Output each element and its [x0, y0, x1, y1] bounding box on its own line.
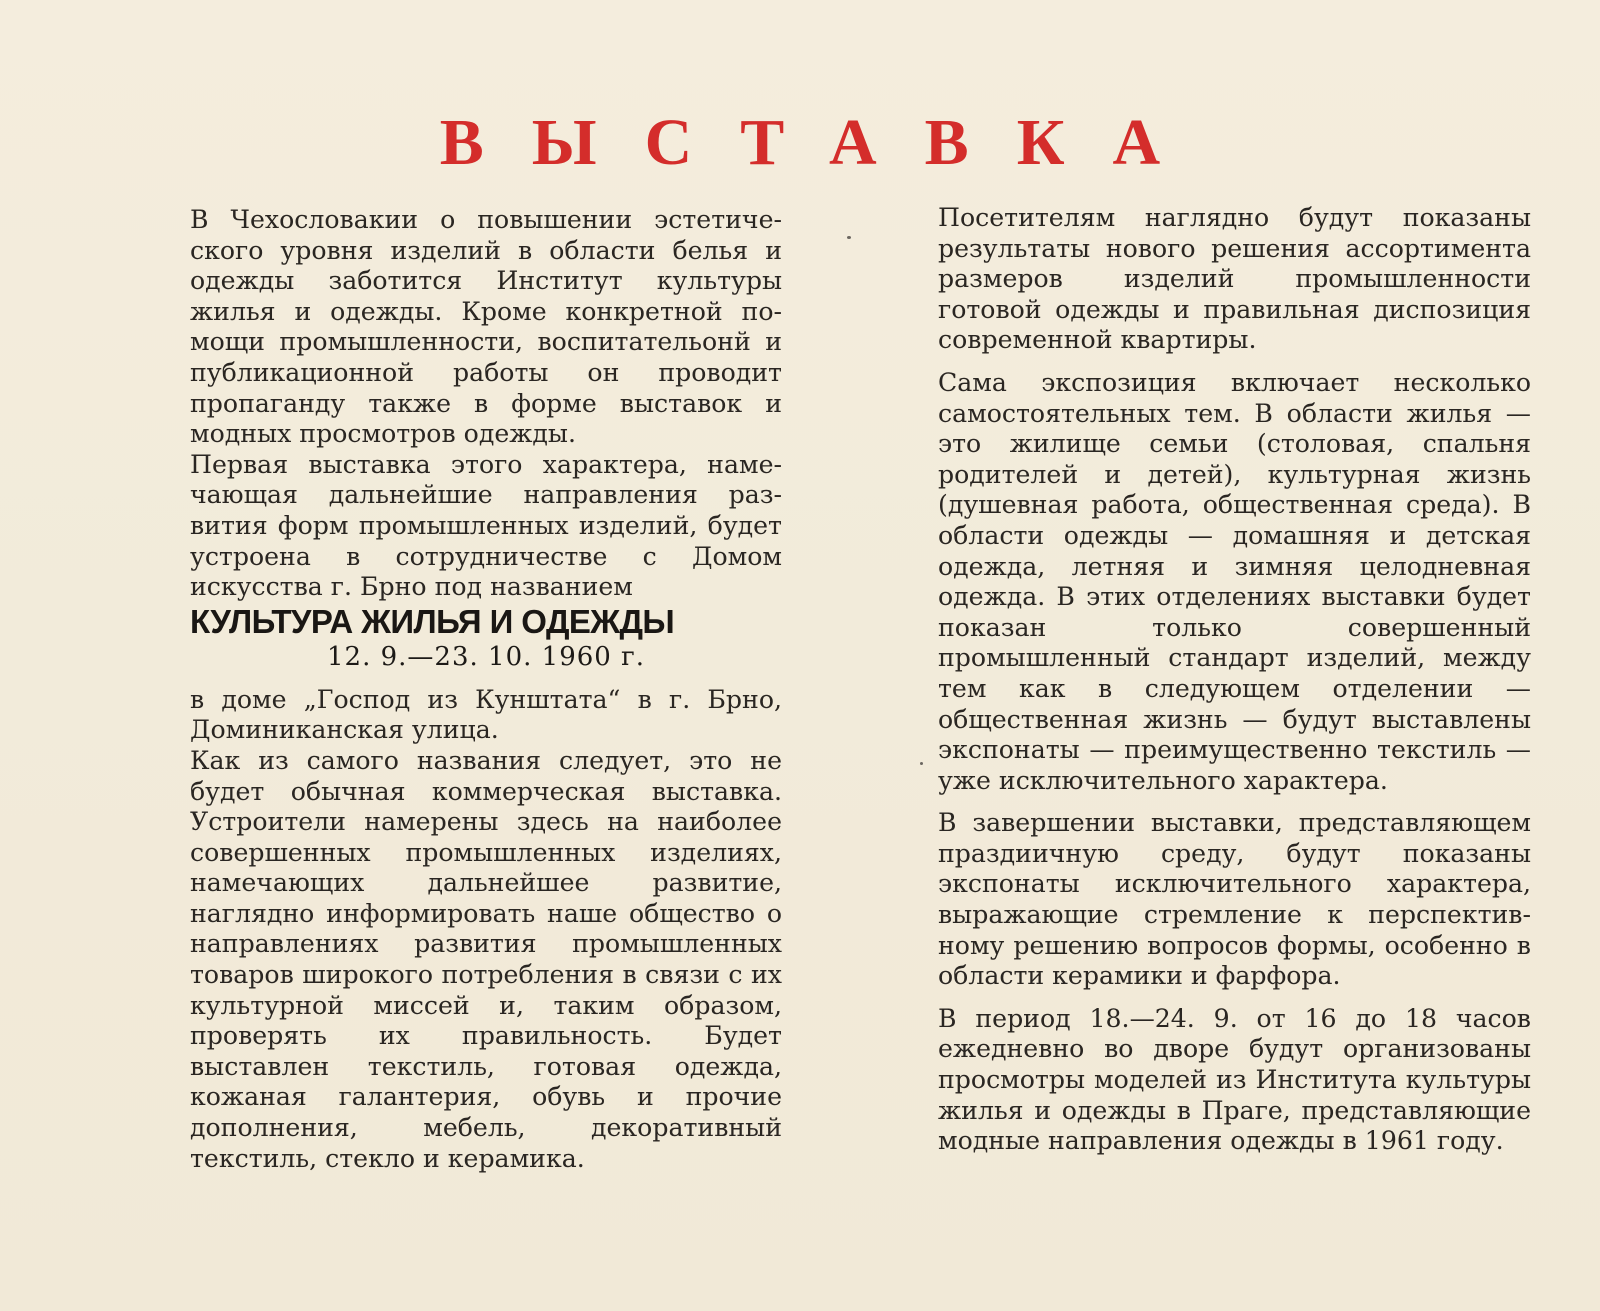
right-paragraph-2: Сама экспозиция включает несколько самостоятельных тем. В области жилья — это жилище семьи (столовая, спальня родителей и детей), культурная жизнь (душевная работа, общественная среда). В области одежды — домашняя и детская одежда, летняя и зимняя целодневная одежда. В этих отделениях выставки будет показан только совершенный промышленный стандарт изделий, между тем как в следующем отделении — общественная жизнь — будут выставлены экспонаты — преимущественно текстиль — уже исключительного характера. [938, 367, 1531, 795]
left-paragraph-4: Как из самого названия следует, это не будет обычная коммерческая выставка. Устроители намерены здесь на наиболее совершенных промышленных изделиях, намечающих дальнейшее развитие, наглядно информировать наше общество о направлениях развития промышленных товаров широкого потребления в связи с их культурной миссей и, таким образом, проверять их правильность. Будет выставлен текстиль, готовая одежда, кожаная галантерия, обувь и прочие дополнения, мебель, декоративный текстиль, стекло и керамика. [190, 745, 782, 1173]
right-paragraph-4: В период 18.—24. 9. от 16 до 18 часов ежедневно во дворе будут организованы просмотры моделей из Института культуры жилья и одежды в Праге, представляющие модные направления одежды в 1961 году. [938, 1003, 1531, 1156]
event-dates: 12. 9.—23. 10. 1960 г. [327, 641, 645, 672]
right-column [938, 203, 1531, 1169]
event-name-heading: КУЛЬТУРА ЖИЛЬЯ И ОДЕЖДЫ [190, 602, 675, 640]
paper-speck [920, 762, 923, 765]
left-paragraph-1: В Чехословакии о повышении эстетического уровня изделий в области белья и одежды заботится Институт культуры жилья и одежды. Кроме конкретной помощи промышленности, воспитательонй и публикационной работы он проводит пропаганду также в форме выставок и модных просмотров одежды. [190, 205, 782, 449]
paper-speck [847, 236, 851, 239]
left-paragraph-3: в доме „Господ из Кунштата“ в г. Брно, Доминиканская улица. [190, 684, 782, 745]
right-paragraph-1: Посетителям наглядно будут показаны результаты нового решения ассортимента размеров изделий промышленности готовой одежды и правильная диспозиция современной квартиры. [938, 203, 1531, 355]
right-paragraph-3: В завершении выставки, представляющем праздиичную среду, будут показаны экспонаты исключительного характера, выражающие стремление к перспективному решению вопросов формы, особенно в области керамики и фарфора. [938, 808, 1531, 991]
page-title: ВЫСТАВКА [439, 106, 1209, 179]
left-column [190, 205, 782, 1174]
left-paragraph-2: Первая выставка этого характера, намечающая дальнейшие направления развития форм промышленных изделий, будет устроена в сотрудничестве с Домом искусства г. Брно под названием [190, 449, 782, 602]
